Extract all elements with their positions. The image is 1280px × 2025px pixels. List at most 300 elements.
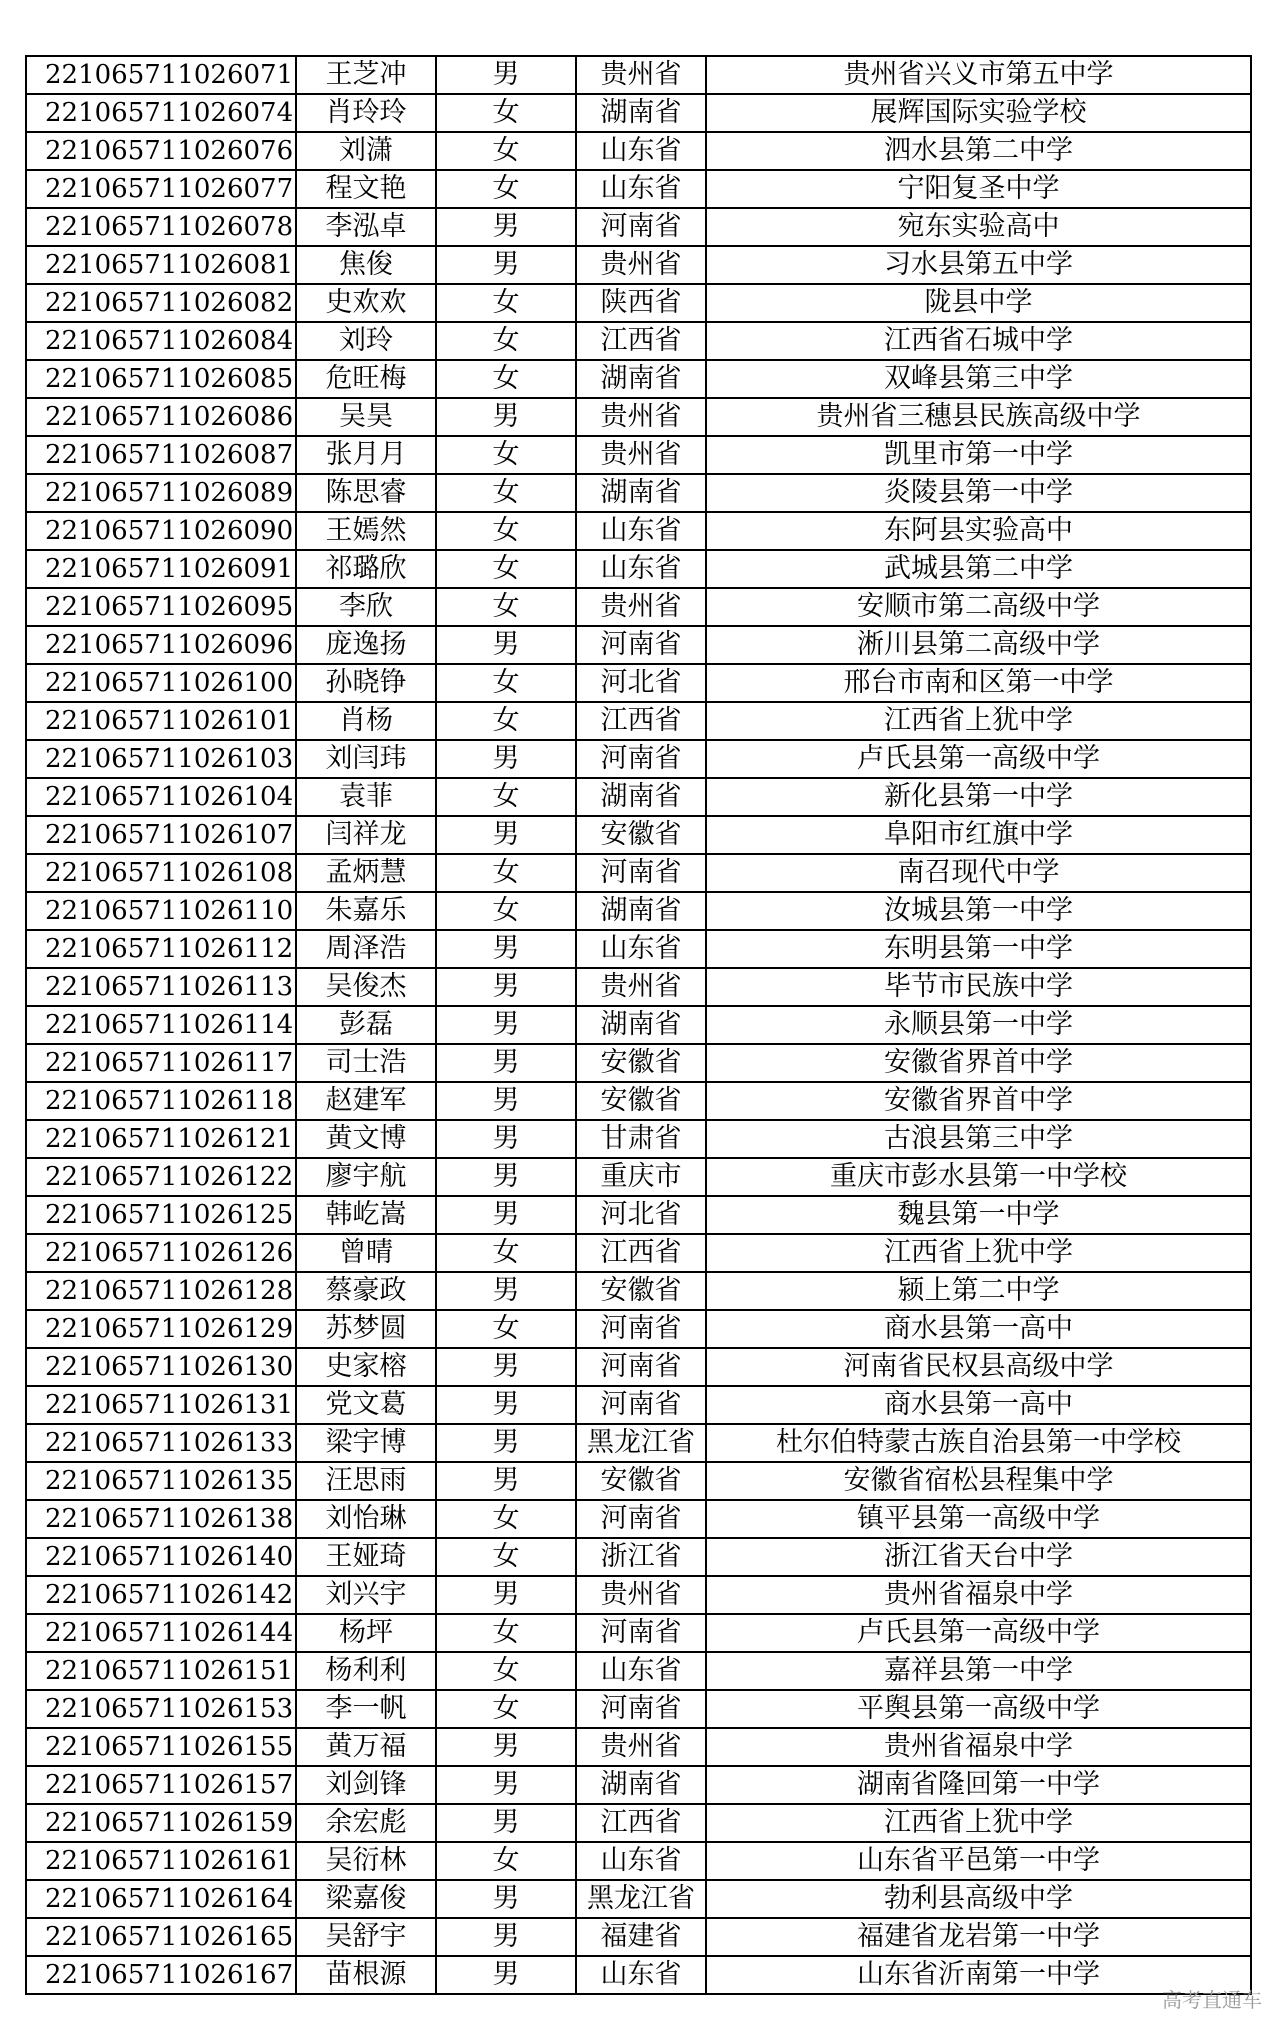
gender-cell: 女 (436, 1690, 576, 1728)
table-row (26, 1044, 1251, 1082)
student-name-cell: 韩屹嵩 (296, 1196, 436, 1234)
gender-cell: 男 (436, 740, 576, 778)
table-row (26, 778, 1251, 816)
gender-cell: 女 (436, 778, 576, 816)
school-cell: 颍上第二中学 (706, 1272, 1251, 1310)
table-row (26, 1310, 1251, 1348)
school-cell: 勃利县高级中学 (706, 1880, 1251, 1918)
student-name-cell: 汪思雨 (296, 1462, 436, 1500)
student-name-cell: 肖杨 (296, 702, 436, 740)
province-cell: 江西省 (576, 322, 706, 360)
province-cell: 湖南省 (576, 892, 706, 930)
gender-cell: 女 (436, 1842, 576, 1880)
student-name-cell: 刘潇 (296, 132, 436, 170)
school-cell: 东明县第一中学 (706, 930, 1251, 968)
province-cell: 山东省 (576, 550, 706, 588)
exam-id-cell: 221065711026151 (26, 1652, 296, 1690)
school-cell: 阜阳市红旗中学 (706, 816, 1251, 854)
province-cell: 贵州省 (576, 968, 706, 1006)
exam-id-cell: 221065711026126 (26, 1234, 296, 1272)
gender-cell: 男 (436, 1044, 576, 1082)
gender-cell: 女 (436, 892, 576, 930)
exam-id-cell: 221065711026104 (26, 778, 296, 816)
table-row (26, 1766, 1251, 1804)
province-cell: 湖南省 (576, 1006, 706, 1044)
gender-cell: 女 (436, 588, 576, 626)
gender-cell: 男 (436, 1462, 576, 1500)
table-row (26, 512, 1251, 550)
school-cell: 永顺县第一中学 (706, 1006, 1251, 1044)
student-name-cell: 袁菲 (296, 778, 436, 816)
table-row (26, 474, 1251, 512)
exam-id-cell: 221065711026081 (26, 246, 296, 284)
student-name-cell: 庞逸扬 (296, 626, 436, 664)
table-row (26, 1082, 1251, 1120)
gender-cell: 女 (436, 702, 576, 740)
table-row (26, 132, 1251, 170)
school-cell: 江西省上犹中学 (706, 1234, 1251, 1272)
student-name-cell: 张月月 (296, 436, 436, 474)
exam-id-cell: 221065711026153 (26, 1690, 296, 1728)
student-name-cell: 苗根源 (296, 1956, 436, 1994)
province-cell: 江西省 (576, 1804, 706, 1842)
exam-id-cell: 221065711026135 (26, 1462, 296, 1500)
school-cell: 邢台市南和区第一中学 (706, 664, 1251, 702)
watermark-text: 高考直通车 (1162, 1988, 1262, 2012)
table-row (26, 1348, 1251, 1386)
gender-cell: 男 (436, 1804, 576, 1842)
province-cell: 安徽省 (576, 816, 706, 854)
table-row (26, 1728, 1251, 1766)
table-row (26, 1652, 1251, 1690)
student-name-cell: 史欢欢 (296, 284, 436, 322)
school-cell: 卢氏县第一高级中学 (706, 740, 1251, 778)
student-name-cell: 史家榕 (296, 1348, 436, 1386)
province-cell: 河南省 (576, 854, 706, 892)
student-name-cell: 李泓卓 (296, 208, 436, 246)
exam-id-cell: 221065711026122 (26, 1158, 296, 1196)
province-cell: 黑龙江省 (576, 1424, 706, 1462)
gender-cell: 女 (436, 360, 576, 398)
province-cell: 安徽省 (576, 1082, 706, 1120)
gender-cell: 男 (436, 398, 576, 436)
province-cell: 河南省 (576, 626, 706, 664)
student-name-cell: 刘兴宇 (296, 1576, 436, 1614)
exam-id-cell: 221065711026090 (26, 512, 296, 550)
school-cell: 汝城县第一中学 (706, 892, 1251, 930)
school-cell: 安徽省界首中学 (706, 1044, 1251, 1082)
school-cell: 湖南省隆回第一中学 (706, 1766, 1251, 1804)
school-cell: 展辉国际实验学校 (706, 94, 1251, 132)
exam-id-cell: 221065711026129 (26, 1310, 296, 1348)
table-row (26, 930, 1251, 968)
table-row (26, 398, 1251, 436)
exam-id-cell: 221065711026076 (26, 132, 296, 170)
student-name-cell: 黄文博 (296, 1120, 436, 1158)
table-row (26, 284, 1251, 322)
student-name-cell: 党文葛 (296, 1386, 436, 1424)
province-cell: 湖南省 (576, 1766, 706, 1804)
province-cell: 河南省 (576, 1310, 706, 1348)
gender-cell: 男 (436, 1880, 576, 1918)
table-row (26, 626, 1251, 664)
exam-id-cell: 221065711026084 (26, 322, 296, 360)
gender-cell: 男 (436, 1766, 576, 1804)
gender-cell: 男 (436, 1006, 576, 1044)
table-row (26, 664, 1251, 702)
school-cell: 炎陵县第一中学 (706, 474, 1251, 512)
table-row (26, 588, 1251, 626)
gender-cell: 女 (436, 854, 576, 892)
gender-cell: 男 (436, 1120, 576, 1158)
gender-cell: 女 (436, 436, 576, 474)
exam-id-cell: 221065711026121 (26, 1120, 296, 1158)
province-cell: 河南省 (576, 1348, 706, 1386)
school-cell: 贵州省三穗县民族高级中学 (706, 398, 1251, 436)
province-cell: 江西省 (576, 702, 706, 740)
school-cell: 安顺市第二高级中学 (706, 588, 1251, 626)
student-name-cell: 黄万福 (296, 1728, 436, 1766)
table-row (26, 94, 1251, 132)
exam-id-cell: 221065711026089 (26, 474, 296, 512)
exam-id-cell: 221065711026095 (26, 588, 296, 626)
student-name-cell: 廖宇航 (296, 1158, 436, 1196)
table-row (26, 1614, 1251, 1652)
school-cell: 古浪县第三中学 (706, 1120, 1251, 1158)
school-cell: 贵州省兴义市第五中学 (706, 56, 1251, 94)
student-name-cell: 孙晓铮 (296, 664, 436, 702)
exam-id-cell: 221065711026125 (26, 1196, 296, 1234)
student-name-cell: 刘玲 (296, 322, 436, 360)
province-cell: 河南省 (576, 1614, 706, 1652)
student-name-cell: 王芝冲 (296, 56, 436, 94)
school-cell: 东阿县实验高中 (706, 512, 1251, 550)
school-cell: 贵州省福泉中学 (706, 1728, 1251, 1766)
province-cell: 河北省 (576, 1196, 706, 1234)
student-name-cell: 司士浩 (296, 1044, 436, 1082)
school-cell: 嘉祥县第一中学 (706, 1652, 1251, 1690)
gender-cell: 女 (436, 1652, 576, 1690)
student-name-cell: 刘怡琳 (296, 1500, 436, 1538)
exam-id-cell: 221065711026144 (26, 1614, 296, 1652)
school-cell: 浙江省天台中学 (706, 1538, 1251, 1576)
exam-id-cell: 221065711026114 (26, 1006, 296, 1044)
exam-id-cell: 221065711026108 (26, 854, 296, 892)
student-name-cell: 杨利利 (296, 1652, 436, 1690)
exam-id-cell: 221065711026128 (26, 1272, 296, 1310)
exam-id-cell: 221065711026140 (26, 1538, 296, 1576)
school-cell: 安徽省界首中学 (706, 1082, 1251, 1120)
exam-id-cell: 221065711026130 (26, 1348, 296, 1386)
province-cell: 河南省 (576, 1386, 706, 1424)
student-name-cell: 焦俊 (296, 246, 436, 284)
student-name-cell: 孟炳慧 (296, 854, 436, 892)
exam-id-cell: 221065711026091 (26, 550, 296, 588)
exam-id-cell: 221065711026157 (26, 1766, 296, 1804)
exam-id-cell: 221065711026086 (26, 398, 296, 436)
student-name-cell: 彭磊 (296, 1006, 436, 1044)
school-cell: 河南省民权县高级中学 (706, 1348, 1251, 1386)
table-row (26, 1690, 1251, 1728)
table-row (26, 246, 1251, 284)
exam-id-cell: 221065711026164 (26, 1880, 296, 1918)
school-cell: 重庆市彭水县第一中学校 (706, 1158, 1251, 1196)
exam-id-cell: 221065711026096 (26, 626, 296, 664)
school-cell: 江西省石城中学 (706, 322, 1251, 360)
exam-id-cell: 221065711026142 (26, 1576, 296, 1614)
province-cell: 福建省 (576, 1918, 706, 1956)
student-name-cell: 周泽浩 (296, 930, 436, 968)
gender-cell: 女 (436, 284, 576, 322)
school-cell: 魏县第一中学 (706, 1196, 1251, 1234)
student-name-cell: 祁璐欣 (296, 550, 436, 588)
province-cell: 河南省 (576, 1500, 706, 1538)
gender-cell: 女 (436, 132, 576, 170)
table-row (26, 322, 1251, 360)
gender-cell: 女 (436, 1500, 576, 1538)
school-cell: 毕节市民族中学 (706, 968, 1251, 1006)
school-cell: 泗水县第二中学 (706, 132, 1251, 170)
province-cell: 山东省 (576, 170, 706, 208)
table-row (26, 208, 1251, 246)
school-cell: 商水县第一高中 (706, 1310, 1251, 1348)
exam-id-cell: 221065711026138 (26, 1500, 296, 1538)
exam-id-cell: 221065711026101 (26, 702, 296, 740)
school-cell: 宛东实验高中 (706, 208, 1251, 246)
table-row (26, 702, 1251, 740)
table-row (26, 816, 1251, 854)
table-row (26, 550, 1251, 588)
gender-cell: 女 (436, 94, 576, 132)
roster-body (26, 56, 1251, 1994)
exam-id-cell: 221065711026117 (26, 1044, 296, 1082)
province-cell: 山东省 (576, 1842, 706, 1880)
school-cell: 平舆县第一高级中学 (706, 1690, 1251, 1728)
gender-cell: 男 (436, 1576, 576, 1614)
exam-id-cell: 221065711026155 (26, 1728, 296, 1766)
school-cell: 商水县第一高中 (706, 1386, 1251, 1424)
gender-cell: 女 (436, 1614, 576, 1652)
exam-id-cell: 221065711026077 (26, 170, 296, 208)
province-cell: 甘肃省 (576, 1120, 706, 1158)
exam-id-cell: 221065711026110 (26, 892, 296, 930)
gender-cell: 男 (436, 1386, 576, 1424)
exam-id-cell: 221065711026100 (26, 664, 296, 702)
school-cell: 福建省龙岩第一中学 (706, 1918, 1251, 1956)
table-row (26, 854, 1251, 892)
gender-cell: 女 (436, 512, 576, 550)
table-row (26, 1842, 1251, 1880)
table-row (26, 1538, 1251, 1576)
province-cell: 贵州省 (576, 246, 706, 284)
table-row (26, 1158, 1251, 1196)
gender-cell: 男 (436, 1272, 576, 1310)
student-name-cell: 陈思睿 (296, 474, 436, 512)
table-row (26, 1576, 1251, 1614)
gender-cell: 女 (436, 664, 576, 702)
province-cell: 江西省 (576, 1234, 706, 1272)
student-name-cell: 吴衍林 (296, 1842, 436, 1880)
province-cell: 贵州省 (576, 1576, 706, 1614)
table-row (26, 1272, 1251, 1310)
gender-cell: 男 (436, 1082, 576, 1120)
province-cell: 重庆市 (576, 1158, 706, 1196)
school-cell: 江西省上犹中学 (706, 702, 1251, 740)
table-row (26, 1234, 1251, 1272)
gender-cell: 女 (436, 170, 576, 208)
province-cell: 山东省 (576, 512, 706, 550)
student-name-cell: 蔡豪政 (296, 1272, 436, 1310)
exam-id-cell: 221065711026131 (26, 1386, 296, 1424)
student-name-cell: 朱嘉乐 (296, 892, 436, 930)
school-cell: 武城县第二中学 (706, 550, 1251, 588)
gender-cell: 女 (436, 1310, 576, 1348)
student-name-cell: 曾晴 (296, 1234, 436, 1272)
student-name-cell: 梁嘉俊 (296, 1880, 436, 1918)
school-cell: 习水县第五中学 (706, 246, 1251, 284)
school-cell: 镇平县第一高级中学 (706, 1500, 1251, 1538)
exam-id-cell: 221065711026133 (26, 1424, 296, 1462)
school-cell: 南召现代中学 (706, 854, 1251, 892)
gender-cell: 男 (436, 930, 576, 968)
school-cell: 新化县第一中学 (706, 778, 1251, 816)
school-cell: 凯里市第一中学 (706, 436, 1251, 474)
student-name-cell: 李欣 (296, 588, 436, 626)
province-cell: 湖南省 (576, 778, 706, 816)
exam-id-cell: 221065711026165 (26, 1918, 296, 1956)
student-name-cell: 肖玲玲 (296, 94, 436, 132)
province-cell: 安徽省 (576, 1044, 706, 1082)
school-cell: 贵州省福泉中学 (706, 1576, 1251, 1614)
student-name-cell: 程文艳 (296, 170, 436, 208)
table-row (26, 1956, 1251, 1994)
province-cell: 贵州省 (576, 1728, 706, 1766)
province-cell: 河南省 (576, 740, 706, 778)
gender-cell: 男 (436, 1348, 576, 1386)
student-roster-table (25, 55, 1252, 1995)
province-cell: 河南省 (576, 208, 706, 246)
exam-id-cell: 221065711026113 (26, 968, 296, 1006)
student-name-cell: 赵建军 (296, 1082, 436, 1120)
exam-id-cell: 221065711026167 (26, 1956, 296, 1994)
table-row (26, 360, 1251, 398)
exam-id-cell: 221065711026078 (26, 208, 296, 246)
student-name-cell: 梁宇博 (296, 1424, 436, 1462)
gender-cell: 女 (436, 474, 576, 512)
exam-id-cell: 221065711026161 (26, 1842, 296, 1880)
table-row (26, 1804, 1251, 1842)
province-cell: 浙江省 (576, 1538, 706, 1576)
student-name-cell: 余宏彪 (296, 1804, 436, 1842)
student-name-cell: 刘闫玮 (296, 740, 436, 778)
table-row (26, 436, 1251, 474)
table-row (26, 56, 1251, 94)
province-cell: 贵州省 (576, 56, 706, 94)
province-cell: 河北省 (576, 664, 706, 702)
student-name-cell: 危旺梅 (296, 360, 436, 398)
gender-cell: 男 (436, 1728, 576, 1766)
table-row (26, 1120, 1251, 1158)
province-cell: 山东省 (576, 132, 706, 170)
province-cell: 湖南省 (576, 360, 706, 398)
table-row (26, 1918, 1251, 1956)
gender-cell: 男 (436, 816, 576, 854)
gender-cell: 女 (436, 1538, 576, 1576)
province-cell: 湖南省 (576, 94, 706, 132)
exam-id-cell: 221065711026118 (26, 1082, 296, 1120)
student-name-cell: 杨坪 (296, 1614, 436, 1652)
school-cell: 陇县中学 (706, 284, 1251, 322)
gender-cell: 男 (436, 968, 576, 1006)
gender-cell: 男 (436, 626, 576, 664)
exam-id-cell: 221065711026112 (26, 930, 296, 968)
exam-id-cell: 221065711026103 (26, 740, 296, 778)
table-row (26, 1880, 1251, 1918)
table-row (26, 892, 1251, 930)
school-cell: 卢氏县第一高级中学 (706, 1614, 1251, 1652)
table-row (26, 1006, 1251, 1044)
school-cell: 双峰县第三中学 (706, 360, 1251, 398)
gender-cell: 男 (436, 1158, 576, 1196)
province-cell: 黑龙江省 (576, 1880, 706, 1918)
exam-id-cell: 221065711026071 (26, 56, 296, 94)
school-cell: 江西省上犹中学 (706, 1804, 1251, 1842)
gender-cell: 男 (436, 1918, 576, 1956)
province-cell: 湖南省 (576, 474, 706, 512)
gender-cell: 女 (436, 322, 576, 360)
gender-cell: 女 (436, 550, 576, 588)
student-name-cell: 吴舒宇 (296, 1918, 436, 1956)
student-name-cell: 王娅琦 (296, 1538, 436, 1576)
school-cell: 杜尔伯特蒙古族自治县第一中学校 (706, 1424, 1251, 1462)
exam-id-cell: 221065711026074 (26, 94, 296, 132)
student-name-cell: 李一帆 (296, 1690, 436, 1728)
table-row (26, 1386, 1251, 1424)
gender-cell: 男 (436, 1424, 576, 1462)
gender-cell: 男 (436, 1196, 576, 1234)
student-name-cell: 苏梦圆 (296, 1310, 436, 1348)
table-row (26, 1500, 1251, 1538)
table-row (26, 1196, 1251, 1234)
province-cell: 山东省 (576, 1652, 706, 1690)
school-cell: 山东省沂南第一中学 (706, 1956, 1251, 1994)
table-row (26, 968, 1251, 1006)
province-cell: 河南省 (576, 1690, 706, 1728)
school-cell: 淅川县第二高级中学 (706, 626, 1251, 664)
province-cell: 贵州省 (576, 398, 706, 436)
school-cell: 山东省平邑第一中学 (706, 1842, 1251, 1880)
student-name-cell: 闫祥龙 (296, 816, 436, 854)
exam-id-cell: 221065711026107 (26, 816, 296, 854)
exam-id-cell: 221065711026087 (26, 436, 296, 474)
exam-id-cell: 221065711026159 (26, 1804, 296, 1842)
table-row (26, 1462, 1251, 1500)
gender-cell: 男 (436, 246, 576, 284)
province-cell: 山东省 (576, 1956, 706, 1994)
student-name-cell: 吴俊杰 (296, 968, 436, 1006)
gender-cell: 男 (436, 208, 576, 246)
province-cell: 山东省 (576, 930, 706, 968)
province-cell: 安徽省 (576, 1462, 706, 1500)
student-name-cell: 刘剑锋 (296, 1766, 436, 1804)
table-row (26, 1424, 1251, 1462)
table-row (26, 170, 1251, 208)
gender-cell: 男 (436, 1956, 576, 1994)
province-cell: 陕西省 (576, 284, 706, 322)
student-name-cell: 王嫣然 (296, 512, 436, 550)
school-cell: 安徽省宿松县程集中学 (706, 1462, 1251, 1500)
student-name-cell: 吴昊 (296, 398, 436, 436)
